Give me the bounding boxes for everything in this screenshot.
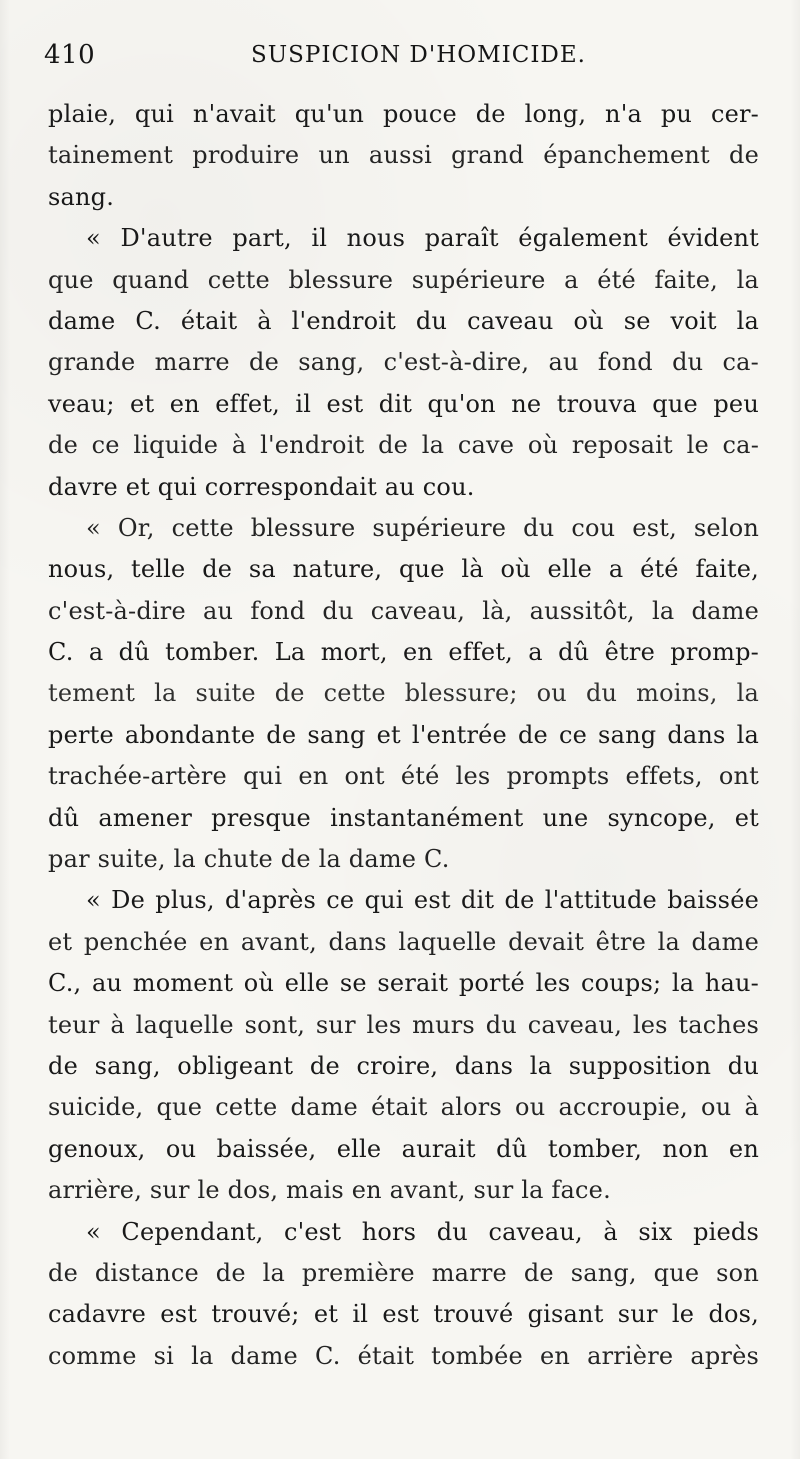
text-line: sang. xyxy=(48,182,115,211)
body-text xyxy=(48,94,759,1377)
text-line: C. a dû tomber. La mort, en effet, a dû être promp- xyxy=(48,638,759,667)
text-line: de distance de la première marre de sang, que son xyxy=(48,1258,759,1287)
text-line: et penchée en avant, dans laquelle devait être la dame xyxy=(48,927,759,956)
text-line: C., au moment où elle se serait porté les coups; la hau- xyxy=(48,969,759,998)
text-line: c'est-à-dire au fond du caveau, là, aussitôt, la dame xyxy=(48,596,759,625)
text-line: trachée-artère qui en ont été les prompts effets, ont xyxy=(48,762,759,791)
text-line: de sang, obligeant de croire, dans la supposition du xyxy=(48,1051,759,1080)
page-title: SUSPICION D'HOMICIDE. xyxy=(251,42,586,68)
text-line: par suite, la chute de la dame C. xyxy=(48,845,450,874)
text-line: veau; et en effet, il est dit qu'on ne trouva que peu xyxy=(48,389,759,418)
text-line: « Cependant, c'est hors du caveau, à six pieds xyxy=(86,1217,759,1246)
text-line: suicide, que cette dame était alors ou accroupie, ou à xyxy=(48,1093,759,1122)
text-line: comme si la dame C. était tombée en arrière après xyxy=(48,1341,759,1370)
text-line: dame C. était à l'endroit du caveau où se voit la xyxy=(48,306,759,335)
text-line: cadavre est trouvé; et il est trouvé gisant sur le dos, xyxy=(48,1300,759,1329)
running-head xyxy=(44,40,764,80)
text-line: « Or, cette blessure supérieure du cou est, selon xyxy=(86,513,759,542)
text-line: davre et qui correspondait au cou. xyxy=(48,472,475,501)
text-line: grande marre de sang, c'est-à-dire, au fond du ca- xyxy=(48,348,759,377)
text-line: perte abondante de sang et l'entrée de ce sang dans la xyxy=(48,720,759,749)
text-line: plaie, qui n'avait qu'un pouce de long, n'a pu cer- xyxy=(48,100,759,128)
text-line: « De plus, d'après ce qui est dit de l'attitude baissée xyxy=(86,886,759,915)
text-line: tement la suite de cette blessure; ou du moins, la xyxy=(48,679,759,708)
text-line: arrière, sur le dos, mais en avant, sur la face. xyxy=(48,1176,611,1205)
text-line: tainement produire un aussi grand épanchement de xyxy=(48,141,759,170)
text-line: que quand cette blessure supérieure a été faite, la xyxy=(48,265,759,294)
text-line: nous, telle de sa nature, que là où elle a été faite, xyxy=(48,555,759,584)
text-line: « D'autre part, il nous paraît également évident xyxy=(86,224,759,253)
text-line: dû amener presque instantanément une syncope, et xyxy=(48,803,759,832)
page-number: 410 xyxy=(44,40,96,70)
text-line: genoux, ou baissée, elle aurait dû tomber, non en xyxy=(48,1134,759,1163)
text-line: teur à laquelle sont, sur les murs du caveau, les taches xyxy=(48,1010,759,1039)
text-line: de ce liquide à l'endroit de la cave où reposait le ca- xyxy=(48,431,759,460)
